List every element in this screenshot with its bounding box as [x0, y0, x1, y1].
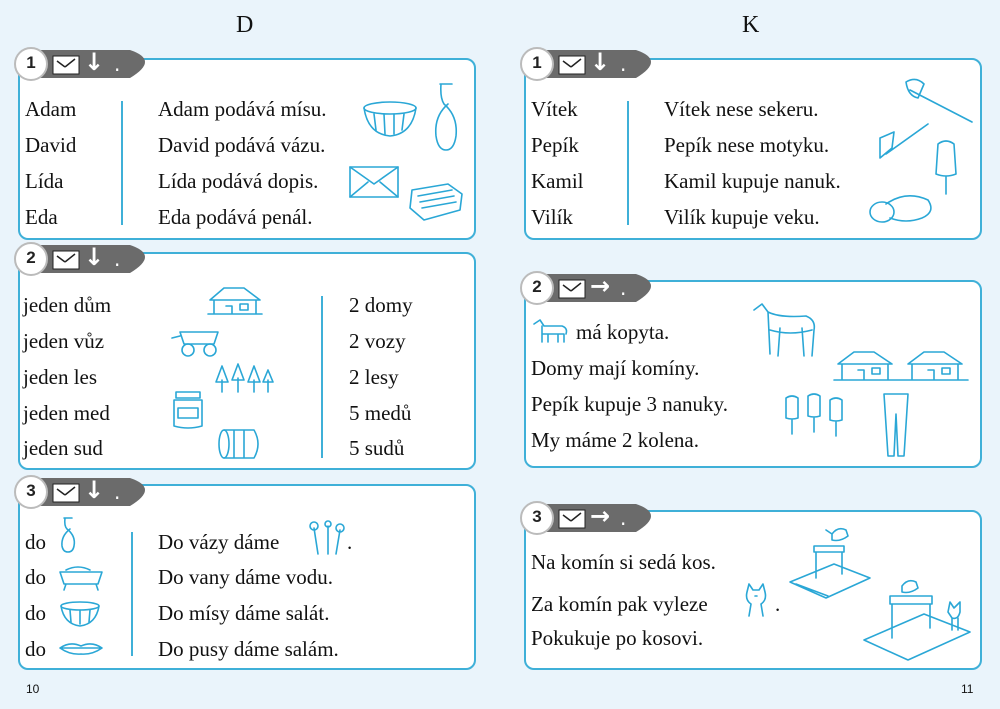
word-do-2: do: [25, 565, 46, 589]
ice-creams-icon: [780, 392, 850, 438]
arrow-right-icon: →: [590, 272, 611, 300]
sentence-vany: Do vany dáme vodu.: [158, 565, 333, 589]
divider-line: [627, 101, 629, 225]
exercise-number: 1: [532, 53, 542, 72]
reading-book-icon: [52, 483, 80, 503]
page-number-left: 10: [26, 682, 40, 696]
page-letter-d: D: [236, 12, 254, 38]
house-icon: [204, 284, 266, 318]
name-eda: Eda: [25, 205, 58, 229]
name-david: David: [25, 133, 77, 157]
horse-icon: [750, 300, 820, 360]
houses-icon: [832, 346, 972, 386]
barrel-icon: [216, 426, 264, 462]
badge-dot: .: [620, 506, 627, 530]
word-do-3: do: [25, 601, 46, 625]
badge-dot: .: [114, 480, 121, 504]
bathtub-icon: [56, 562, 106, 592]
page-letter-k: K: [742, 12, 760, 38]
exercise-3-d-badge: [12, 474, 162, 510]
divider-line: [321, 296, 323, 458]
name-pepik: Pepík: [531, 133, 579, 157]
horse-small-icon: [530, 316, 570, 346]
envelope-icon: [348, 164, 402, 200]
sentence-kamil: Kamil kupuje nanuk.: [664, 169, 841, 193]
plural-domy: 2 domy: [349, 293, 413, 317]
arrow-down-icon: ↓: [84, 243, 105, 271]
sentence-nanuky: Pepík kupuje 3 nanuky.: [531, 392, 728, 416]
arrow-down-icon: ↓: [84, 48, 105, 76]
lips-icon: [58, 640, 104, 656]
poem-line-2-period: .: [775, 592, 781, 616]
cart-icon: [170, 326, 226, 360]
vase-icon: [428, 80, 464, 154]
bread-icon: [866, 186, 936, 226]
sentence-lida: Lída podává dopis.: [158, 169, 319, 193]
flowers-icon: [306, 520, 346, 556]
arrow-down-icon: ↓: [590, 48, 611, 76]
sentence-kolena: My máme 2 kolena.: [531, 428, 699, 452]
name-lida: Lída: [25, 169, 64, 193]
reading-book-icon: [558, 55, 586, 75]
word-do-4: do: [25, 637, 46, 661]
sentence-pepik: Pepík nese motyku.: [664, 133, 830, 157]
name-kamil: Kamil: [531, 169, 584, 193]
word-do-1: do: [25, 530, 46, 554]
singular-med: jeden med: [23, 401, 110, 425]
vase-small-icon: [56, 516, 80, 554]
bowl-icon: [360, 100, 420, 142]
badge-dot: .: [620, 276, 627, 300]
exercise-number: 2: [532, 277, 542, 296]
pencil-case-icon: [404, 180, 466, 226]
divider-line: [131, 532, 133, 656]
sentence-misy: Do mísy dáme salát.: [158, 601, 330, 625]
sentence-komin: Domy mají komíny.: [531, 356, 700, 380]
plural-lesy: 2 lesy: [349, 365, 399, 389]
exercise-number: 3: [26, 481, 36, 500]
exercise-2-d-badge: [12, 241, 162, 277]
poem-line-3: Pokukuje po kosovi.: [531, 626, 704, 650]
name-vitek: Vítek: [531, 97, 578, 121]
badge-dot: .: [114, 247, 121, 271]
sentence-vazy: Do vázy dáme: [158, 530, 280, 554]
reading-book-icon: [52, 55, 80, 75]
exercise-number: 2: [26, 248, 36, 267]
page-number-right: 11: [961, 682, 974, 696]
forest-icon: [212, 360, 276, 398]
legs-icon: [876, 390, 916, 462]
exercise-2-k-badge: [518, 270, 668, 306]
sentence-vitek: Vítek nese sekeru.: [664, 97, 819, 121]
singular-les: jeden les: [23, 365, 98, 389]
plural-medu: 5 medů: [349, 401, 412, 425]
sentence-kopyta: má kopyta.: [576, 320, 670, 344]
name-vilik: Vilík: [531, 205, 573, 229]
sentence-pusy: Do pusy dáme salám.: [158, 637, 339, 661]
reading-book-icon: [558, 279, 586, 299]
badge-dot: .: [114, 52, 121, 76]
plural-sudu: 5 sudů: [349, 436, 405, 460]
cat-icon: [741, 582, 773, 618]
badge-dot: .: [620, 52, 627, 76]
exercise-number: 1: [26, 53, 36, 72]
honey-jar-icon: [170, 388, 206, 432]
sentence-eda: Eda podává penál.: [158, 205, 313, 229]
exercise-3-k-badge: [518, 500, 668, 536]
exercise-1-k-badge: [518, 46, 668, 82]
sentence-vilik: Vilík kupuje veku.: [664, 205, 820, 229]
poem-line-1: Na komín si sedá kos.: [531, 550, 716, 574]
sentence-david: David podává vázu.: [158, 133, 326, 157]
name-adam: Adam: [25, 97, 77, 121]
hoe-icon: [876, 118, 932, 160]
singular-dum: jeden dům: [23, 293, 112, 317]
exercise-1-d-badge: [12, 46, 162, 82]
plural-vozy: 2 vozy: [349, 329, 406, 353]
singular-sud: jeden sud: [23, 436, 103, 460]
exercise-number: 3: [532, 507, 542, 526]
bowl-small-icon: [58, 600, 102, 628]
sentence-adam: Adam podává mísu.: [158, 97, 327, 121]
sentence-vazy-period: .: [347, 530, 353, 554]
reading-book-icon: [558, 509, 586, 529]
poem-line-2: Za komín pak vyleze: [531, 592, 708, 616]
reading-book-icon: [52, 250, 80, 270]
chimney-with-cat-icon: [858, 568, 976, 662]
arrow-down-icon: ↓: [84, 476, 105, 504]
singular-vuz: jeden vůz: [23, 329, 105, 353]
divider-line: [121, 101, 123, 225]
arrow-right-icon: →: [590, 502, 611, 530]
